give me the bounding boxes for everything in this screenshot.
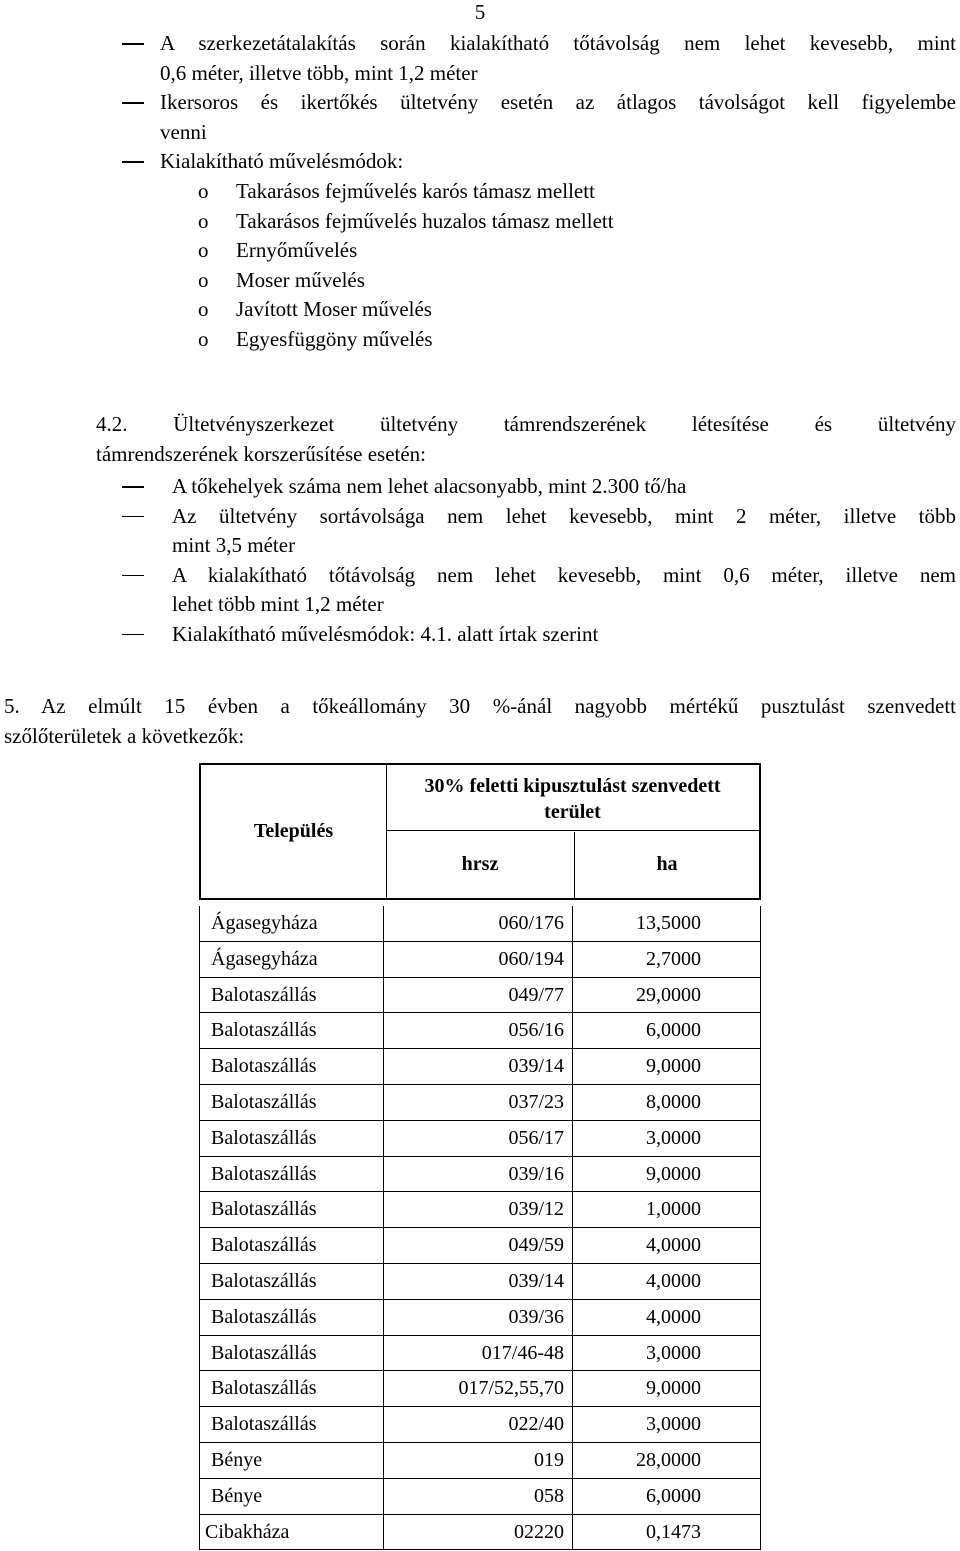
cell-hrsz: 058 [384,1479,573,1514]
cell-hrsz: 019 [384,1443,573,1478]
cell-settlement: Cibakháza [199,1515,384,1550]
table-row [199,1479,761,1515]
cell-hrsz: 056/16 [384,1013,573,1048]
list-item-line: A tőkehelyek száma nem lehet alacsonyabb, mint 2.300 tő/ha [172,474,687,498]
circle-bullet-icon: o [198,238,209,262]
cell-settlement: Balotaszállás [199,1371,384,1406]
table-row [199,1443,761,1479]
cell-ha: 28,0000 [636,1448,701,1471]
cell-settlement: Balotaszállás [199,1300,384,1335]
section-5-paragraph [4,692,956,751]
cell-settlement: Balotaszállás [199,1336,384,1371]
circle-bullet-icon: o [198,179,209,203]
cell-settlement: Balotaszállás [199,1085,384,1120]
table-row [199,1336,761,1372]
list-item [172,620,956,650]
table-row [199,1192,761,1228]
sub-list-item [198,325,898,355]
cell-hrsz: 060/194 [384,942,573,977]
circle-bullet-icon: o [198,326,209,351]
table-row [199,1157,761,1193]
cell-ha: 3,0000 [646,1341,701,1364]
paragraph-line: 5. Az elmúlt 15 évben a tőkeállomány 30 %-ánál nagyobb mértékű pusztulást szenvedett [4,694,956,718]
cell-settlement: Balotaszállás [199,1013,384,1048]
header-settlement: Település [201,765,387,898]
circle-bullet-icon: o [198,208,209,233]
cell-hrsz: 039/14 [384,1264,573,1299]
cell-settlement: Balotaszállás [199,1228,384,1263]
cell-ha: 9,0000 [646,1055,701,1078]
table-row [199,942,761,978]
cell-ha: 1,0000 [646,1198,701,1221]
table-row [199,1300,761,1336]
cell-hrsz: 060/176 [384,906,573,941]
page-number: 5 [474,0,486,24]
table-row [199,1515,761,1551]
section-heading-line: 4.2. Ültetvényszerkezet ültetvény támrendszerének létesítése és ültetvény [96,412,956,436]
cell-ha: 29,0000 [636,983,701,1006]
sub-list-item-label: Takarásos fejművelés huzalos támasz mellett [236,208,614,233]
list-item-line: 0,6 méter, illetve több, mint 1,2 méter [160,60,478,85]
cell-hrsz: 039/16 [384,1157,573,1192]
table-row [199,978,761,1014]
cell-hrsz: 017/46-48 [384,1336,573,1371]
cell-ha: 13,5000 [636,912,701,934]
section-4-2-list [172,472,956,649]
table-row [199,1264,761,1300]
dash-bullet-icon [122,575,144,577]
cell-ha: 0,1473 [646,1520,701,1543]
section-4-2-heading [96,410,956,469]
list-item-line: venni [160,119,207,144]
list-item [160,88,956,147]
table-row [199,1049,761,1085]
cell-ha: 9,0000 [646,1162,701,1185]
cell-hrsz: 039/12 [384,1192,573,1227]
circle-bullet-icon: o [198,267,209,292]
cell-ha: 8,0000 [646,1090,701,1113]
section-heading-line: támrendszerének korszerűsítése esetén: [96,441,427,466]
sub-list-item [198,207,898,237]
table-body [199,906,761,1550]
cell-ha: 6,0000 [646,1484,701,1507]
sub-list-item [198,266,898,296]
cell-ha: 2,7000 [646,947,701,970]
dash-bullet-icon [122,634,144,636]
header-area-line: 30% feletti kipusztulást szenvedett [424,775,721,797]
sub-list-item [198,236,898,266]
list-item [160,29,956,88]
table-row [199,1371,761,1407]
list-item-line: A kialakítható tőtávolság nem lehet kevesebb, mint 0,6 méter, illetve nem [172,562,956,587]
cell-hrsz: 022/40 [384,1407,573,1442]
cell-settlement: Balotaszállás [199,978,384,1013]
table-row [199,1085,761,1121]
sub-list-item-label: Ernyőművelés [236,238,358,262]
sub-list-item-label: Egyesfüggöny művelés [236,326,433,351]
table-row [199,1407,761,1443]
cell-ha: 3,0000 [646,1126,701,1149]
cell-settlement: Bénye [199,1443,384,1478]
cell-hrsz: 049/77 [384,978,573,1013]
cell-settlement: Balotaszállás [199,1157,384,1192]
list-item [172,561,956,620]
cell-ha: 6,0000 [646,1019,701,1042]
table-row [199,1228,761,1264]
sub-list [198,177,898,354]
table-row [199,1121,761,1157]
cell-ha: 4,0000 [646,1269,701,1292]
list-item-line: mint 3,5 méter [172,533,296,557]
header-ha: ha [656,853,678,876]
list-item-line: Az ültetvény sortávolsága nem lehet kevesebb, mint 2 méter, illetve több [172,503,956,528]
table-header [199,763,761,900]
cell-ha: 9,0000 [646,1377,701,1400]
cell-hrsz: 017/52,55,70 [384,1371,573,1406]
cell-hrsz: 037/23 [384,1085,573,1120]
cell-settlement: Balotaszállás [199,1407,384,1442]
cell-ha: 3,0000 [646,1413,701,1436]
cell-hrsz: 056/17 [384,1121,573,1156]
header-area-line: terület [544,801,601,823]
cell-hrsz: 02220 [384,1515,573,1550]
cell-ha: 4,0000 [646,1234,701,1257]
list-item-line: lehet több mint 1,2 méter [172,592,384,616]
cell-settlement: Ágasegyháza [199,942,384,977]
list-item [160,147,956,177]
sub-list-item-label: Javított Moser művelés [236,297,432,321]
dash-bullet-icon [122,102,144,104]
dash-bullet-icon [122,43,144,45]
cell-hrsz: 039/36 [384,1300,573,1335]
dash-bullet-icon [122,161,144,163]
list-item-line: Kialakítható művelésmódok: [160,149,404,173]
cell-settlement: Balotaszállás [199,1121,384,1156]
cell-settlement: Balotaszállás [199,1192,384,1227]
cell-hrsz: 049/59 [384,1228,573,1263]
list-item [172,472,956,502]
list-item-line: A szerkezetátalakítás során kialakítható tőtávolság nem lehet kevesebb, mint [160,31,956,55]
table-row [199,1013,761,1049]
list-item-line: Kialakítható művelésmódok: 4.1. alatt írtak szerint [172,621,599,646]
cell-ha: 4,0000 [646,1305,701,1328]
top-dash-list [160,29,956,177]
table-row [199,906,761,942]
circle-bullet-icon: o [198,297,209,321]
dash-bullet-icon [122,486,144,488]
list-item-line: Ikersoros és ikertőkés ültetvény esetén az átlagos távolságot kell figyelembe [160,90,956,114]
header-hrsz: hrsz [386,832,575,898]
sub-list-item [198,295,898,325]
cell-settlement: Ágasegyháza [199,906,384,941]
sub-list-item-label: Moser művelés [236,267,365,292]
cell-settlement: Bénye [199,1479,384,1514]
paragraph-line: szőlőterületek a következők: [4,723,245,748]
list-item [172,502,956,561]
cell-settlement: Balotaszállás [199,1049,384,1084]
sub-list-item [198,177,898,207]
sub-list-item-label: Takarásos fejművelés karós támasz mellett [236,179,595,203]
cell-settlement: Balotaszállás [199,1264,384,1299]
dash-bullet-icon [122,516,144,518]
cell-hrsz: 039/14 [384,1049,573,1084]
header-area-group [386,765,759,831]
